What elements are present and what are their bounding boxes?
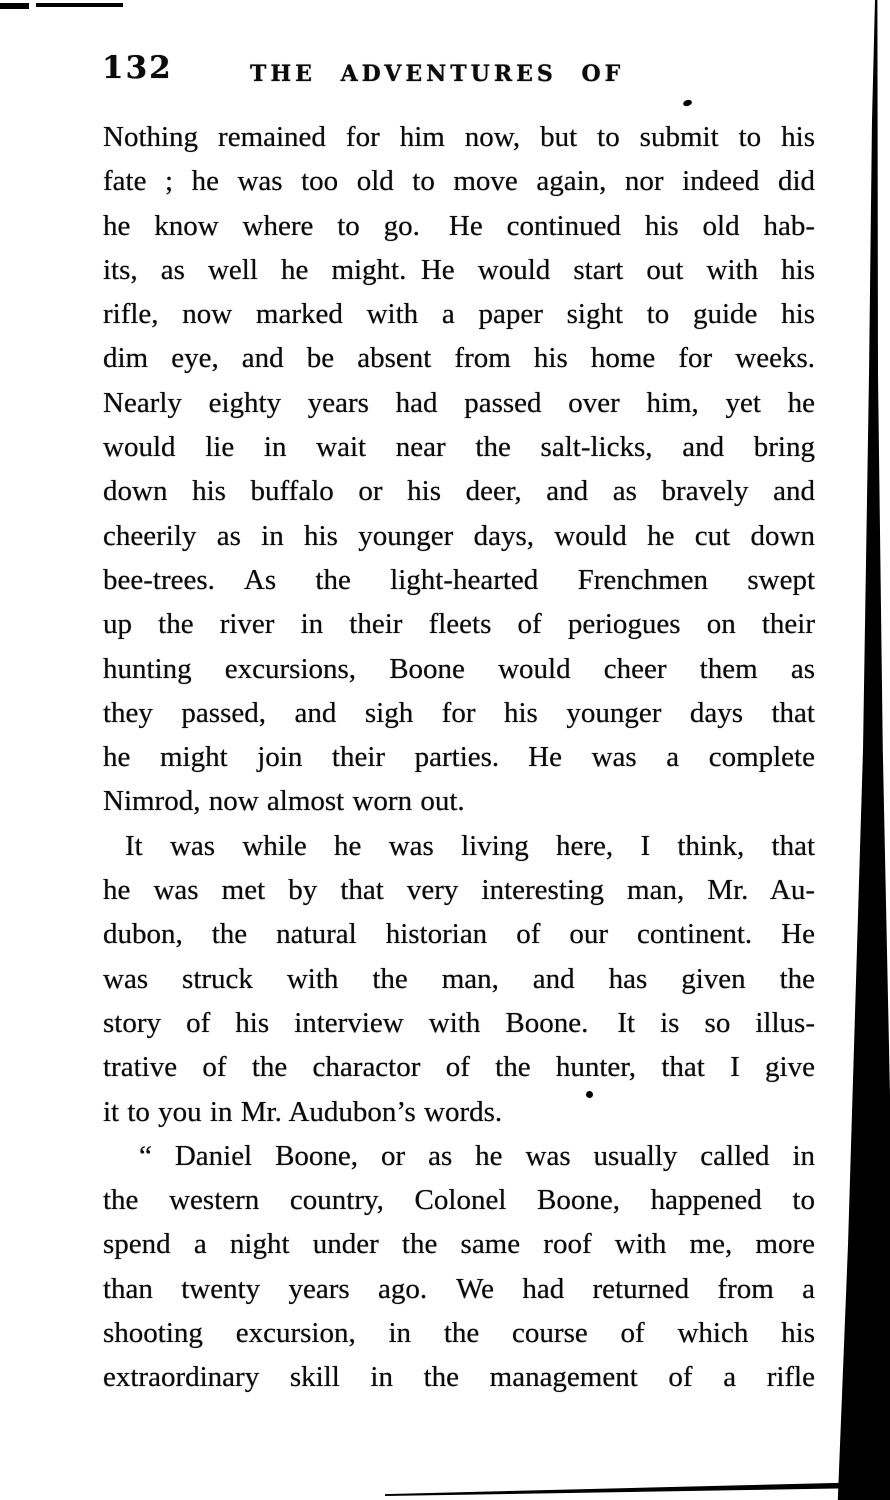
text-line: dim eye, and be absent from his home for weeks. — [103, 342, 815, 375]
text-line: dubon, the natural historian of our continent. He — [103, 918, 815, 951]
text-line: rifle, now marked with a paper sight to guide his — [103, 298, 815, 331]
text-line: than twenty years ago. We had returned from a — [103, 1272, 815, 1305]
text-line: Nimrod, now almost worn out. — [103, 785, 465, 818]
text-line: cheerily as in his younger days, would he cut down — [103, 519, 815, 552]
scan-mark-top-left-2 — [36, 3, 123, 7]
text-line: Nearly eighty years had passed over him, yet he — [103, 386, 815, 419]
text-line: story of his interview with Boone. It is so illus- — [103, 1006, 815, 1039]
ink-speck-top-right — [682, 99, 692, 107]
text-line: he know where to go. He continued his old hab- — [103, 209, 815, 242]
text-line: Nothing remained for him now, but to submit to his — [103, 121, 815, 153]
scan-gutter-edge-right — [830, 0, 890, 1500]
scan-edge-bottom-line — [385, 1480, 890, 1496]
text-line: extraordinary skill in the management of a rifle — [103, 1361, 815, 1394]
scan-mark-top-left-1 — [0, 3, 29, 9]
text-line: spend a night under the same roof with me, more — [103, 1228, 815, 1261]
text-line: hunting excursions, Boone would cheer them as — [103, 652, 815, 685]
text-line: shooting excursion, in the course of which his — [103, 1317, 815, 1350]
running-title: THE ADVENTURES OF — [250, 61, 625, 87]
text-line: down his buffalo or his deer, and as bravely and — [103, 475, 815, 508]
text-line: its, as well he might. He would start out with his — [103, 253, 815, 286]
text-line: bee-trees. As the light-hearted Frenchmen swept — [103, 563, 815, 596]
text-line: It was while he was living here, I think, that — [125, 829, 815, 862]
text-line: fate ; he was too old to move again, nor indeed did — [103, 165, 815, 198]
text-line: it to you in Mr. Audubon’s words. — [103, 1095, 503, 1128]
text-line: would lie in wait near the salt-licks, and bring — [103, 431, 815, 464]
text-line: up the river in their fleets of periogues on their — [103, 608, 815, 641]
text-line: he might join their parties. He was a complete — [103, 741, 815, 774]
text-line: they passed, and sigh for his younger days that — [103, 696, 815, 729]
text-line: trative of the charactor of the hunter, that I give — [103, 1051, 815, 1084]
text-line: was struck with the man, and has given the — [103, 962, 815, 995]
text-line: the western country, Colonel Boone, happened to — [103, 1184, 815, 1217]
body-text — [103, 115, 815, 1400]
page-number: 132 — [102, 50, 173, 86]
text-line: “ Daniel Boone, or as he was usually called in — [139, 1139, 815, 1172]
text-line: he was met by that very interesting man, Mr. Au- — [103, 874, 815, 907]
